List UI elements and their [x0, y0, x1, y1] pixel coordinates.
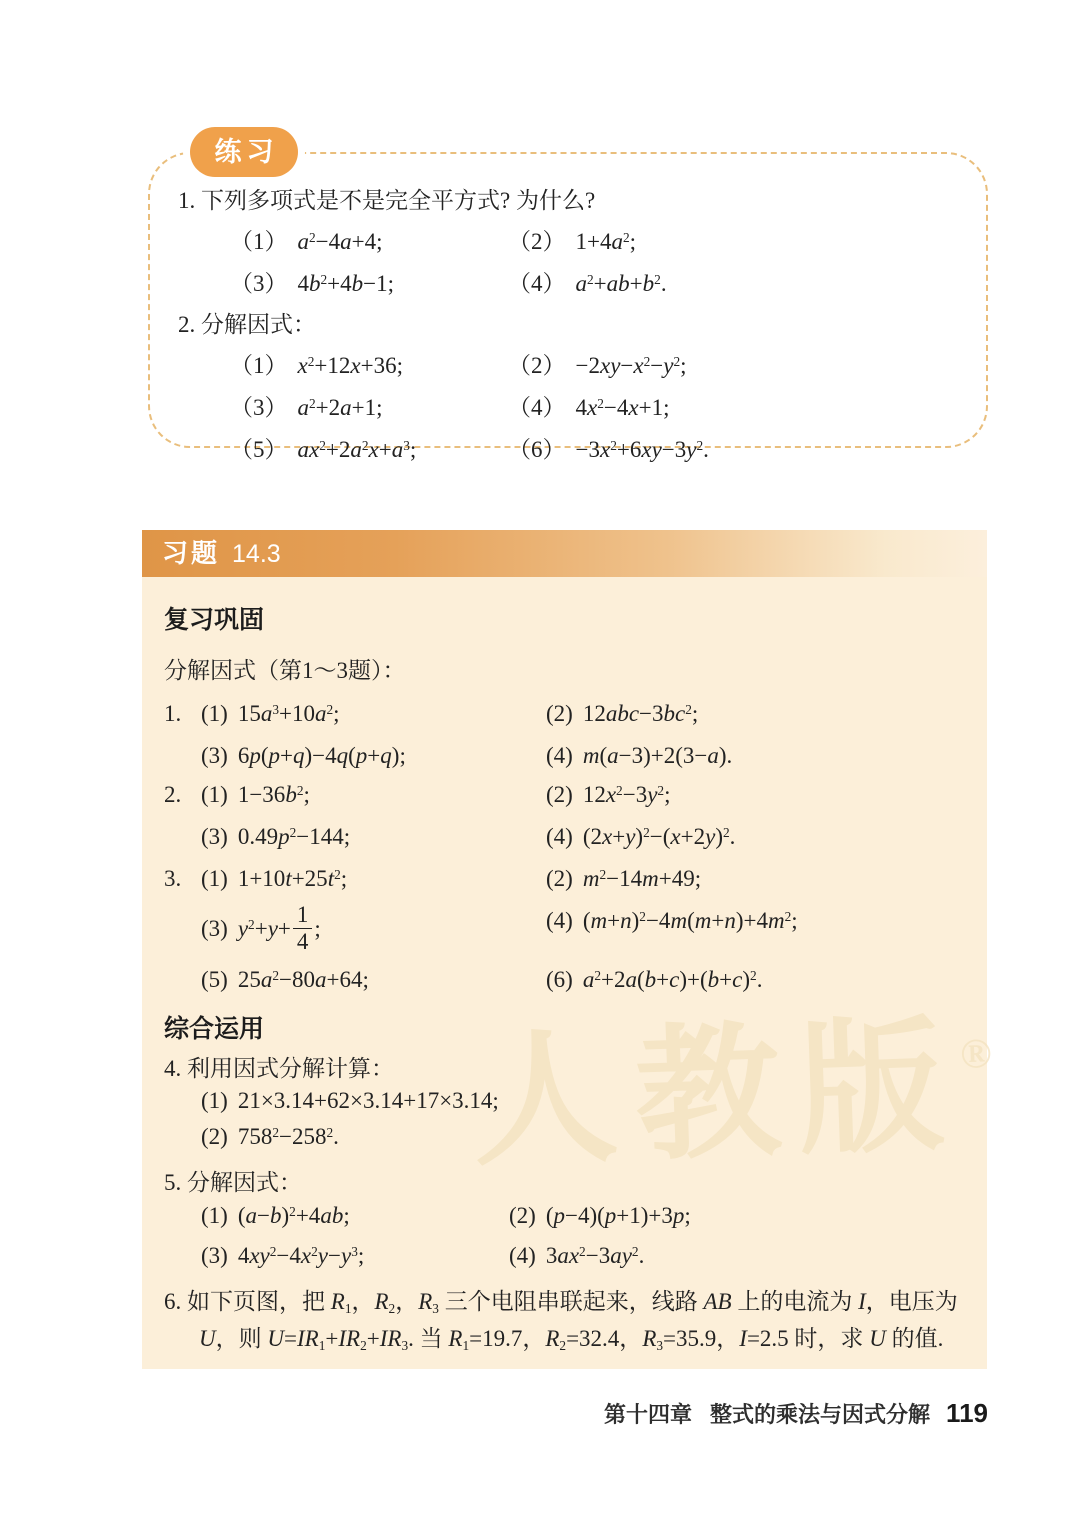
exercises-body	[142, 577, 993, 1369]
problem-number	[164, 817, 201, 859]
exercise-item	[508, 264, 962, 306]
exercise-item	[508, 346, 962, 388]
review-intro: 分解因式（第1～3题）：	[164, 658, 406, 683]
math-expression: $1+4a^2$;	[575, 229, 637, 254]
problem-row	[164, 1237, 969, 1277]
chapter-number: 第十四章	[604, 1402, 693, 1427]
review-problem-rows	[164, 694, 969, 1002]
practice-row	[230, 222, 962, 264]
item-number: (2)	[509, 1203, 536, 1229]
exercise-item	[509, 1197, 691, 1237]
problem-number	[164, 736, 201, 775]
exercise-item	[230, 346, 508, 388]
exercise-item	[201, 736, 546, 775]
exercise-item	[230, 222, 508, 264]
math-expression: m(a−3)+2(3−a).	[582, 743, 733, 768]
exercise-item	[508, 430, 962, 472]
item-number: (2)	[546, 782, 573, 807]
page-number: 119	[946, 1398, 988, 1428]
math-expression: $a^2+2a(b+c)+(b+c)^2$.	[582, 967, 763, 993]
math-expression: $0.49p^2-144$;	[237, 824, 351, 849]
math-expression: 6p(p+q)−4q(p+q);	[237, 743, 406, 768]
chapter-title: 整式的乘法与因式分解	[710, 1402, 931, 1427]
problem-number: 1.	[164, 701, 182, 726]
exercises-section	[142, 530, 993, 1369]
practice-q1-stem: 1. 下列多项式是不是完全平方式? 为什么?	[178, 188, 596, 213]
exercise-item	[546, 859, 969, 901]
exercises-content	[164, 605, 969, 1359]
math-expression: $m^2-14m+49$;	[582, 866, 702, 891]
math-expression: $ax^2+2a^2x+a^3$;	[297, 437, 417, 462]
math-expression: $4xy^2-4x^2y-y^3$;	[237, 1243, 365, 1269]
page-footer	[604, 1398, 988, 1429]
practice-row	[230, 430, 962, 472]
math-expression: $3ax^2-3ay^2$.	[545, 1243, 645, 1269]
item-number: (4)	[546, 743, 573, 768]
item-number: (1)	[201, 701, 228, 726]
math-expression: $a^2+ab+b^2$.	[575, 271, 667, 296]
exercise-item	[201, 859, 546, 901]
exercise-item	[201, 1237, 509, 1277]
exercise-item	[230, 264, 508, 306]
math-expression: $758^2-258^2$.	[237, 1124, 339, 1150]
item-number: (3)	[201, 1243, 228, 1269]
item-number: （6）	[508, 437, 566, 462]
item-number: (1)	[201, 866, 228, 891]
math-expression: $-2xy-x^2-y^2$;	[575, 353, 687, 378]
item-number: （1）	[230, 229, 288, 254]
problem4-stem: 4. 利用因式分解计算：	[164, 1056, 394, 1082]
problem6-text: 6. 如下页图，把 $R_1$，$R_2$，$R_3$ 三个电阻串联起来，线路 AB 上的电流为 I，电压为 U，则 $U=IR_1+IR_2+IR_3$. 当 $R_1=19.7$，$R_2=32.4$，$R_3=35.9$，I=2.5 时，求 U 的值.	[164, 1289, 958, 1354]
exercise-item	[508, 222, 962, 264]
watermark-text: 人教版	[469, 1007, 965, 1185]
problem-number: 2.	[164, 782, 182, 807]
item-number: (1)	[201, 1088, 228, 1114]
math-expression: $25a^2-80a+64$;	[237, 967, 369, 993]
item-number: （2）	[508, 229, 566, 254]
exercise-item	[546, 775, 969, 817]
item-number: (4)	[546, 824, 573, 849]
math-expression: $4b^2+4b-1$;	[297, 271, 395, 296]
exercises-header-label: 习题	[162, 538, 221, 568]
practice-section	[148, 152, 988, 462]
exercise-item	[546, 694, 969, 736]
review-heading: 复习巩固	[164, 606, 265, 634]
math-expression: $x^2+12x+36$;	[297, 353, 403, 378]
practice-q2-stem: 2. 分解因式：	[178, 312, 316, 337]
math-expression: $(2x+y)^2-(x+2y)^2$.	[582, 824, 736, 849]
problem-row	[164, 817, 969, 859]
math-expression: $1+10t+25t^2$;	[237, 866, 348, 891]
math-expression: $15a^3+10a^2$;	[237, 701, 340, 726]
item-number: (1)	[201, 1203, 228, 1229]
item-number: (3)	[201, 824, 228, 849]
exercise-item	[201, 775, 546, 817]
problem-row	[164, 775, 969, 817]
exercises-header	[142, 530, 987, 577]
math-expression: $12x^2-3y^2$;	[582, 782, 671, 807]
item-number: (2)	[201, 1124, 228, 1150]
item-number: (4)	[546, 908, 573, 933]
exercise-item	[546, 817, 969, 859]
exercise-item	[201, 901, 546, 960]
item-number: (3)	[201, 915, 228, 941]
problem-row	[164, 694, 969, 736]
exercise-item	[201, 817, 546, 859]
exercise-item	[546, 736, 969, 775]
exercise-item	[164, 1119, 969, 1158]
practice-row	[230, 388, 962, 430]
math-expression: $a^2+2a+1$;	[297, 395, 383, 420]
practice-q1-items	[178, 222, 962, 306]
practice-badge: 练习	[190, 127, 298, 177]
exercise-item	[546, 960, 969, 1002]
exercises-header-number: 14.3	[232, 540, 281, 568]
item-number: （2）	[508, 353, 566, 378]
problem-row	[164, 736, 969, 775]
exercise-item	[509, 1237, 644, 1277]
practice-row	[230, 346, 962, 388]
problem-row	[164, 1197, 969, 1237]
problem-row	[164, 960, 969, 1002]
item-number: (2)	[546, 866, 573, 891]
problem-number: 3.	[164, 866, 182, 891]
math-expression: $-3x^2+6xy-3y^2$.	[575, 437, 709, 462]
problem-row	[164, 901, 969, 960]
item-number: （5）	[230, 437, 288, 462]
exercise-item	[230, 430, 508, 472]
math-expression: $y^2+y+$ $\frac{1}{4}$ ;	[237, 902, 321, 955]
item-number: （3）	[230, 271, 288, 296]
item-number: (6)	[546, 967, 573, 993]
math-expression: (p−4)(p+1)+3p;	[545, 1203, 691, 1229]
item-number: （3）	[230, 395, 288, 420]
item-number: (4)	[509, 1243, 536, 1269]
item-number: (5)	[201, 967, 228, 993]
apply-heading: 综合运用	[164, 1015, 265, 1044]
math-expression: $(a-b)^2+4ab$;	[237, 1203, 350, 1229]
item-number: (1)	[201, 782, 228, 807]
problem-number	[164, 901, 201, 960]
math-expression: 21×3.14+62×3.14+17×3.14;	[237, 1088, 499, 1114]
problem-row	[164, 859, 969, 901]
math-expression: $12abc-3bc^2$;	[582, 701, 699, 726]
problem5-stem: 5. 分解因式：	[164, 1170, 302, 1196]
item-number: （4）	[508, 271, 566, 296]
exercise-item	[201, 960, 546, 1002]
item-number: (2)	[546, 701, 573, 726]
exercise-item	[546, 901, 969, 960]
item-number: （4）	[508, 395, 566, 420]
exercise-item	[164, 1083, 969, 1119]
problem-number	[164, 960, 201, 1002]
item-number: （1）	[230, 353, 288, 378]
math-expression: $a^2-4a+4$;	[297, 229, 383, 254]
math-expression: $1-36b^2$;	[237, 782, 310, 807]
exercise-item	[230, 388, 508, 430]
item-number: (3)	[201, 743, 228, 768]
registered-trademark-icon: ®	[959, 1030, 993, 1078]
practice-q2-items	[178, 346, 962, 472]
practice-row	[230, 264, 962, 306]
math-expression: $(m+n)^2-4m(m+n)+4m^2$;	[582, 908, 798, 933]
math-expression: $4x^2-4x+1$;	[575, 395, 670, 420]
exercise-item	[201, 1197, 509, 1237]
exercise-item	[508, 388, 962, 430]
exercise-item	[201, 694, 546, 736]
